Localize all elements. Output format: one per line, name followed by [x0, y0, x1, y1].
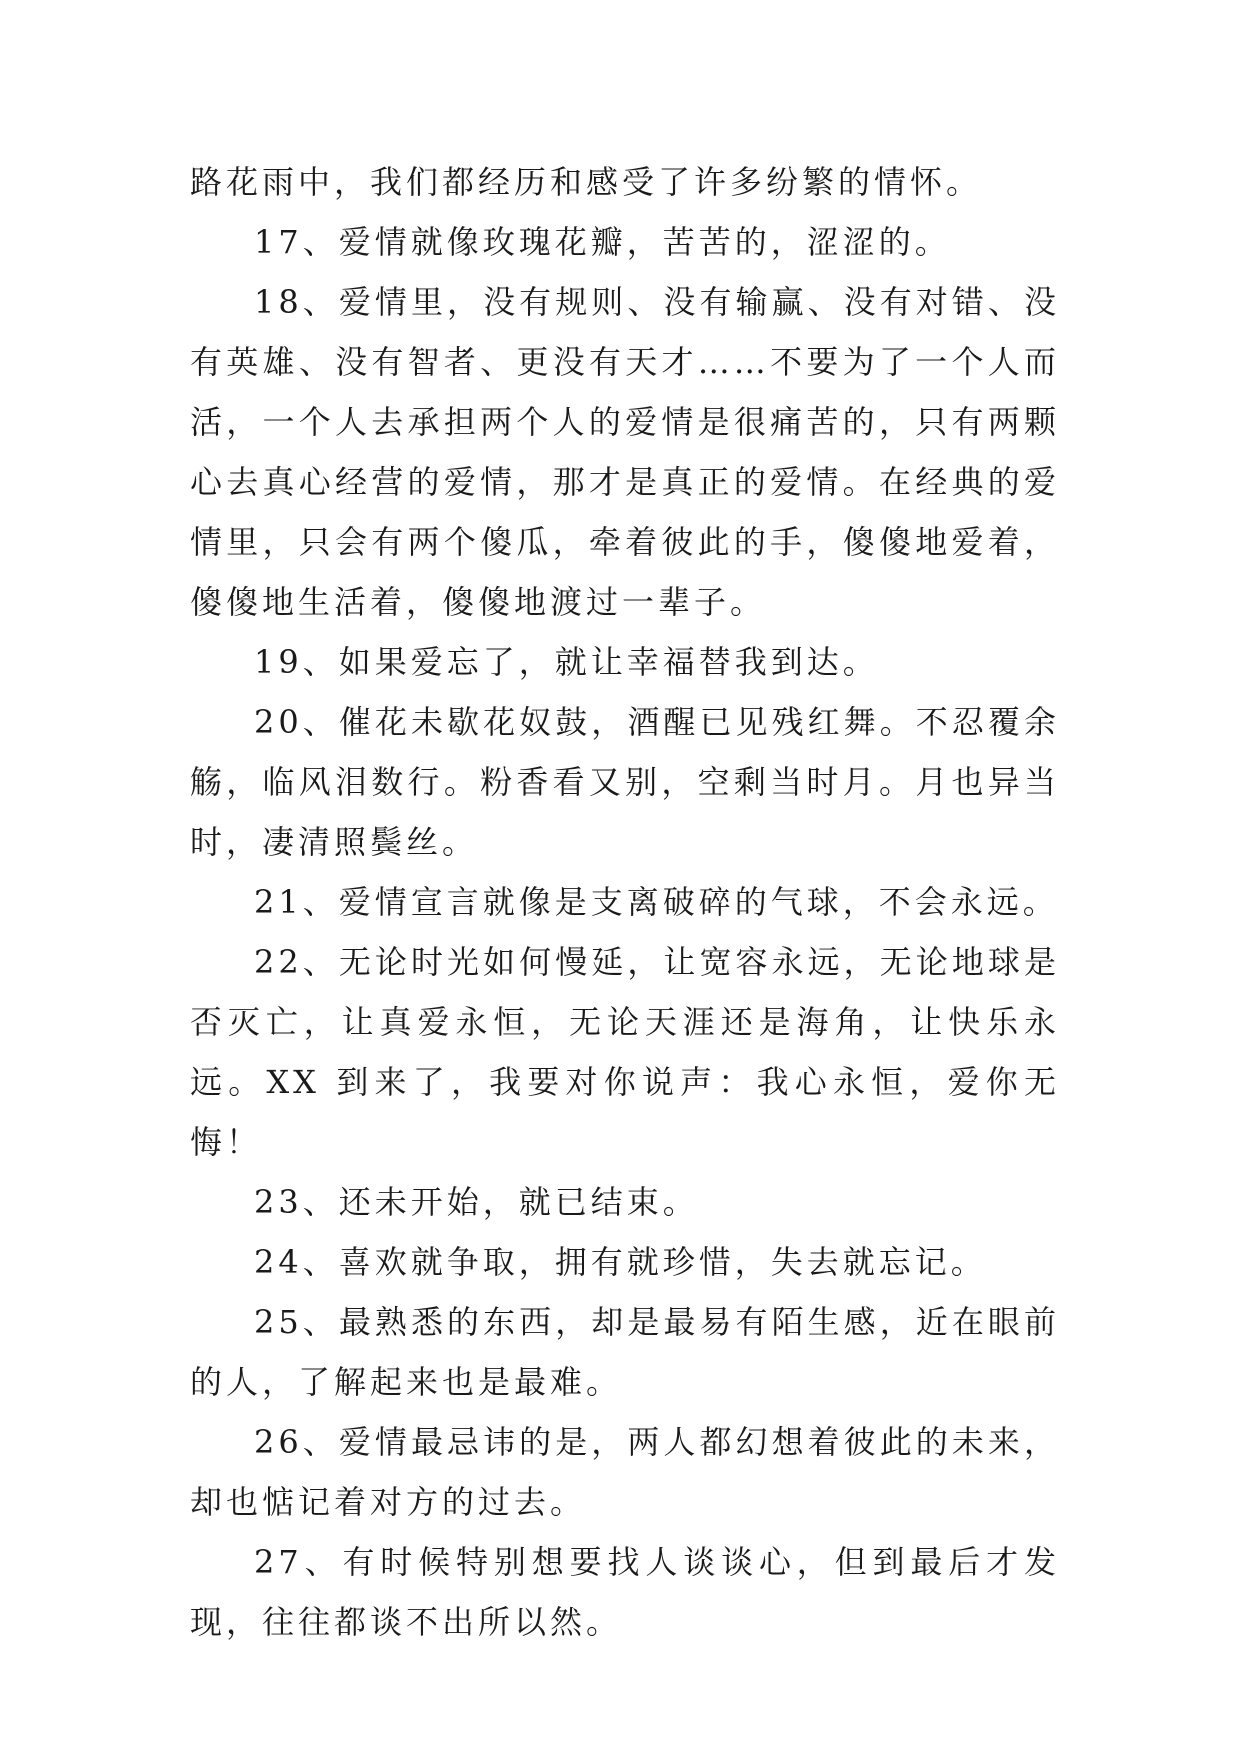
paragraph-25: 25、最熟悉的东西，却是最易有陌生感，近在眼前的人，了解起来也是最难。 — [190, 1303, 1060, 1401]
paragraph-27: 27、有时候特别想要找人谈谈心，但到最后才发现，往往都谈不出所以然。 — [190, 1543, 1060, 1641]
paragraph-19: 19、如果爱忘了，就让幸福替我到达。 — [254, 643, 879, 681]
paragraph-24: 24、喜欢就争取，拥有就珍惜，失去就忘记。 — [254, 1243, 987, 1281]
paragraph-17: 17、爱情就像玫瑰花瓣，苦苦的，涩涩的。 — [254, 223, 951, 261]
paragraph-26: 26、爱情最忌讳的是，两人都幻想着彼此的未来，却也惦记着对方的过去。 — [190, 1423, 1060, 1521]
paragraph-continuation: 路花雨中，我们都经历和感受了许多纷繁的情怀。 — [190, 163, 983, 201]
document-body — [190, 152, 1060, 1652]
paragraph-18: 18、爱情里，没有规则、没有输赢、没有对错、没有英雄、没有智者、更没有天才……不要为了一个人而活，一个人去承担两个人的爱情是很痛苦的，只有两颗心去真心经营的爱情，那才是真正的爱情。在经典的爱情里，只会有两个傻瓜，牵着彼此的手，傻傻地爱着，傻傻地生活着，傻傻地渡过一辈子。 — [190, 283, 1060, 621]
paragraph-23: 23、还未开始，就已结束。 — [254, 1183, 699, 1221]
paragraph-20: 20、催花未歇花奴鼓，酒醒已见残红舞。不忍覆余觞，临风泪数行。粉香看又别，空剩当时月。月也异当时，凄清照鬓丝。 — [190, 703, 1060, 861]
paragraph-21: 21、爱情宣言就像是支离破碎的气球，不会永远。 — [254, 883, 1059, 921]
paragraph-22: 22、无论时光如何慢延，让宽容永远，无论地球是否灭亡，让真爱永恒，无论天涯还是海角，让快乐永远。XX 到来了，我要对你说声：我心永恒，爱你无悔！ — [190, 943, 1060, 1161]
